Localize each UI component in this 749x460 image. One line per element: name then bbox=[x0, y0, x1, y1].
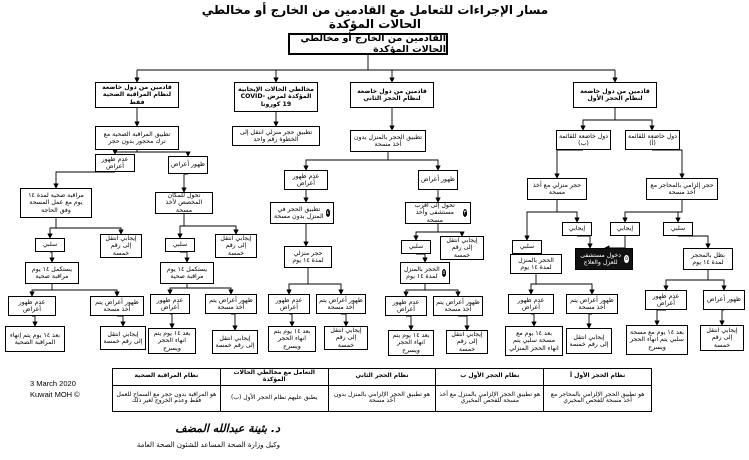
connector-line bbox=[180, 252, 187, 262]
box-c2-symptoms: ظهور أعراض bbox=[418, 170, 458, 190]
box-c1a: دول خاضعة للقائمة (أ) bbox=[625, 130, 680, 150]
connector-line bbox=[50, 218, 56, 238]
legend-cell: هو المراقبة بدون حجر مع السماح للعمل فقط وعدم الخروج لغير ذلك bbox=[113, 385, 221, 411]
connector-line bbox=[416, 232, 438, 240]
connector-line bbox=[589, 314, 592, 328]
box-c1b-no-symptoms: عدم ظهور أعراض bbox=[508, 294, 554, 314]
step-5b-marker: ٥ bbox=[442, 269, 446, 276]
box-c2-hospital bbox=[405, 202, 471, 224]
box-c2-continue bbox=[270, 202, 334, 224]
legend-cell: يطبق عليهم نظام الحجر الأول (ب) bbox=[220, 385, 328, 411]
box-c2: قادمين من دول خاضعة لنظام الحجر الثاني bbox=[350, 82, 434, 108]
page-title: مسار الإجراءات للتعامل مع القادمين من الخارج أو مخالطي الحالات المؤكدة bbox=[201, 3, 549, 31]
connector-line bbox=[605, 236, 625, 248]
connector-line bbox=[536, 274, 592, 294]
legend-cell: هو تطبيق الحجر الإلزامي بالمنزل مع أخذ مسحة للفحص المخبري bbox=[436, 385, 544, 411]
box-c1b-goto: إيجابي انتقل إلى رقم خمسة bbox=[566, 328, 612, 354]
connector-line bbox=[652, 150, 682, 178]
legend-header: نظام المراقبة الصحية bbox=[113, 369, 221, 386]
box-c3: مخالطي الحالات الإيجابية المؤكدة لمرض COVID-19 كورونا bbox=[234, 82, 318, 112]
box-c1b-negative: سلبي bbox=[512, 240, 542, 254]
connector-line bbox=[527, 212, 557, 240]
box-c4-continue14: يستكمل ١٤ يوم مراقبة صحية bbox=[160, 262, 214, 284]
box-c2-positive: إيجابي انتقل إلى رقم خمسة bbox=[440, 236, 484, 260]
legend-table bbox=[112, 368, 652, 412]
box-c2-no-symptoms3: عدم ظهور أعراض bbox=[268, 294, 310, 314]
connector-line bbox=[416, 254, 425, 262]
box-c4-end: بعد ١٤ يوم يتم إنهاء المراقبة الصحية bbox=[5, 326, 65, 352]
connector-line bbox=[231, 314, 235, 330]
step-4-marker: ٤ bbox=[326, 209, 330, 216]
box-c1a-positive: إيجابي bbox=[610, 222, 640, 236]
connector-line bbox=[170, 314, 172, 328]
c2-continue-label: تطبيق الحجر في المنزل بدون مسحة bbox=[274, 205, 324, 220]
box-c2-no-symptoms: عدم ظهور أعراض bbox=[284, 170, 328, 190]
signature: د. بثينة عبدالله المضف bbox=[175, 422, 280, 435]
box-c1a-end: بعد ١٤ يوم مع مسحة سلبي يتم انهاء الحجر ويسرح bbox=[626, 325, 688, 355]
connector-line bbox=[406, 316, 411, 330]
connector-line bbox=[657, 310, 666, 325]
box-c4-positive: إيجابي انتقل إلى رقم خمسة bbox=[215, 234, 257, 258]
box-c1b-home14: الحجر بالمنزل لمدة ١٤ يوم bbox=[510, 254, 562, 274]
connector-line bbox=[425, 284, 458, 296]
box-c1b-positive: إيجابي bbox=[562, 222, 592, 236]
box-c4-continue: مراقبة صحية لمدة ١٤ يوم مع عمل المسحة وفق الحاجة bbox=[20, 188, 92, 218]
box-c4-no-symptoms2: عدم ظهور أعراض bbox=[150, 294, 190, 314]
connector-line bbox=[308, 268, 341, 294]
box-c1b-end: بعد ١٤ يوم مع مسحة سلبي يتم انهاء الحجر المنزلي bbox=[505, 326, 563, 356]
connector-line bbox=[678, 236, 708, 248]
footer-org: Kuwait MOH © bbox=[30, 390, 80, 399]
box-c4-symptoms3: ظهور أعراض يتم أخذ مسحة bbox=[90, 296, 144, 316]
connector-line bbox=[438, 224, 462, 236]
connector-line bbox=[341, 314, 346, 326]
connector-line bbox=[306, 160, 388, 170]
c2-hospital-label: تحول إلى أقرب مستشفى وأخذ مسحة bbox=[414, 202, 455, 224]
connector-line bbox=[531, 284, 536, 294]
connector-line bbox=[666, 280, 708, 290]
box-c1a-stay: بظل بالمحجر لمدة ١٤ يوم bbox=[683, 248, 733, 270]
connector-line bbox=[583, 108, 615, 130]
connector-line bbox=[458, 316, 467, 330]
connector-line bbox=[615, 120, 652, 130]
connector-line bbox=[50, 252, 52, 262]
footer-date: 3 March 2020 bbox=[30, 379, 76, 388]
box-c1a-symptoms: ظهور أعراض bbox=[703, 290, 745, 310]
connector-line bbox=[289, 314, 292, 326]
box-c1: قادمين من دول خاضعة لنظام الحجر الأول bbox=[573, 82, 657, 108]
connector-line bbox=[722, 310, 724, 325]
box-c1a-goto: إيجابي انتقل إلى رقم خمسة bbox=[700, 325, 744, 351]
box-c2-symptoms2: ظهور أعراض يتم أخذ مسحة bbox=[433, 296, 483, 316]
connector-line bbox=[557, 200, 577, 222]
box-c1b-symptoms: ظهور أعراض يتم أخذ مسحة bbox=[566, 294, 618, 314]
box-c2-goto: إيجابي انتقل إلى رقم خمسة bbox=[446, 330, 488, 354]
box-c2-end-b: بعد ١٤ يوم يتم انهاء الحجر ويسرح bbox=[268, 326, 316, 352]
hospital-label: دخول مستشفى للعزل والعلاج bbox=[580, 251, 622, 266]
legend-cell: هو تطبيق الحجر الإلزامي بالمنزل بدون أخذ مسحة bbox=[328, 385, 436, 411]
box-c1-hospital bbox=[575, 248, 633, 270]
connector-line bbox=[180, 214, 184, 238]
connector-line bbox=[625, 212, 682, 222]
box-c2-no-symptoms2: عدم ظهور أعراض bbox=[385, 296, 427, 316]
connector-line bbox=[117, 316, 123, 326]
box-c3-home: تطبيق حجر منزلي انتقل إلى الخطوة رقم واحد bbox=[232, 126, 320, 146]
box-c4-goto: إيجابي انتقل إلى رقم خمسة bbox=[100, 326, 146, 350]
connector-line bbox=[678, 200, 682, 222]
legend-header: نظام الحجر الأول ب bbox=[436, 369, 544, 386]
connector-line bbox=[184, 174, 188, 192]
legend-header: نظام الحجر الأول أ bbox=[544, 369, 652, 386]
box-c4-end2: بعد ١٤ يوم يتم انهاء الحجر ويسرح bbox=[148, 328, 196, 354]
box-c2-home: تطبيق الحجر بالمنزل بدون أخذ مسحة bbox=[350, 130, 426, 152]
box-c1a-negative: سلبي bbox=[663, 222, 693, 236]
connector-line bbox=[32, 284, 52, 296]
connector-line bbox=[531, 314, 534, 326]
box-c2-home-b: حجر منزلي لمدة ١٤ يوم bbox=[284, 246, 332, 268]
box-c4-symptoms2: ظهور أعراض يتم أخذ مسحة bbox=[205, 294, 257, 314]
box-c4-monitor14: يستكمل ١٤ يوم مراقبة صحية bbox=[25, 262, 79, 284]
box-c2-home14 bbox=[400, 262, 450, 284]
box-c4-no-symptoms3: عدم ظهور أعراض bbox=[8, 296, 56, 316]
connector-line bbox=[56, 172, 115, 188]
signer-title: وكيل وزارة الصحة المساعد للشئون الصحة العامة bbox=[136, 441, 280, 449]
legend-header: نظام الحجر الثاني bbox=[328, 369, 436, 386]
box-c4-symptoms: ظهور أعراض bbox=[168, 156, 208, 174]
box-c1b-quarantine: حجر منزلي مع أخذ مسحة bbox=[527, 178, 587, 200]
connector-line bbox=[289, 284, 308, 294]
step-3-marker: ٣ bbox=[463, 209, 467, 216]
connector-line bbox=[184, 226, 236, 234]
box-c4-positive2: إيجابي انتقل إلى رقم خمسة bbox=[100, 234, 142, 258]
box-c4-no-symptoms: عدم ظهور أعراض bbox=[95, 154, 135, 172]
connector-line bbox=[557, 150, 583, 178]
box-c4-negative: سلبي bbox=[165, 238, 195, 252]
box-c2-negative: سلبي bbox=[401, 240, 431, 254]
connector-line bbox=[32, 316, 35, 326]
step-5-marker: ٥ bbox=[625, 255, 629, 262]
box-c4-goto2: إيجابي انتقل إلى رقم خمسة bbox=[212, 330, 258, 354]
connector-line bbox=[388, 152, 438, 170]
legend-cell: هو تطبيق الحجر الإلزامي بالمحاجر مع أخذ مسحة للفحص المخبري bbox=[544, 385, 652, 411]
connector-line bbox=[170, 284, 187, 294]
legend-header: التعامل مع مخالطي الحالات المؤكدة bbox=[220, 369, 328, 386]
connector-line bbox=[577, 236, 590, 248]
box-c4-clinic: تحول للمكان المخصص لأخذ مسحة bbox=[155, 192, 213, 214]
box-c4-negative2: سلبي bbox=[35, 238, 65, 252]
box-c1a-quarantine: حجر إلزامي بالمحاجر مع أخذ مسحة bbox=[646, 178, 718, 200]
c2-home14-label: الحجر بالمنزل لمدة ١٤ يوم bbox=[403, 265, 440, 280]
box-c1b: دول خاضعة للقائمة (ب) bbox=[556, 130, 611, 150]
box-c4: قادمين من دول خاضعة لنظام المراقبة الصحية فقط bbox=[95, 82, 179, 108]
box-c4-monitor: تطبيق المراقبة الصحية مع ترك محجور بدون حجر bbox=[95, 126, 179, 150]
connector-line bbox=[708, 270, 724, 290]
box-c2-end: بعد ١٤ يوم يتم انهاء الحجر ويسرح bbox=[388, 330, 434, 356]
box-c2-symptoms3: ظهور أعراض يتم أخذ مسحة bbox=[316, 294, 366, 314]
box-c1a-no-symptoms: عدم ظهور أعراض bbox=[645, 290, 687, 310]
box-c2-goto-b: إيجابي انتقل إلى رقم خمسة bbox=[324, 326, 368, 350]
root-box: القادمين من الخارج أو مخالطي الحالات المؤكدة bbox=[288, 33, 448, 55]
